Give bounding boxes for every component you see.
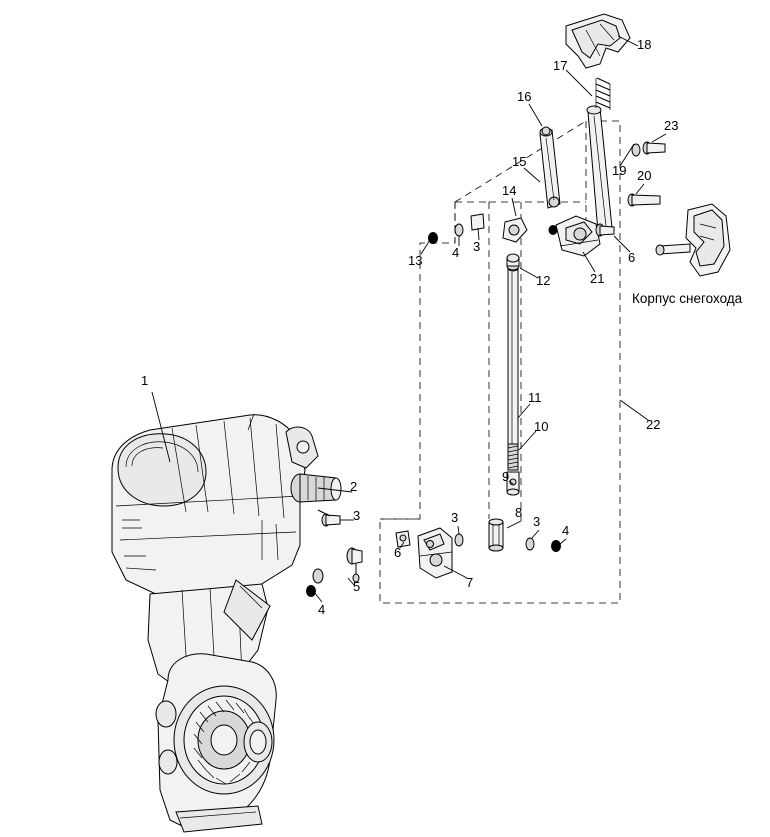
pin-5 bbox=[347, 548, 362, 582]
snowmobile-body-label: Корпус снегохода bbox=[632, 291, 743, 306]
snowmobile-body-bracket bbox=[656, 204, 730, 276]
callout-9: 9 bbox=[502, 469, 510, 484]
callout-4c: 4 bbox=[452, 245, 460, 260]
callout-11: 11 bbox=[528, 390, 542, 405]
callout-2: 2 bbox=[350, 479, 358, 494]
callout-12: 12 bbox=[536, 273, 551, 288]
callout-3d: 3 bbox=[473, 239, 481, 254]
callout-5: 5 bbox=[353, 579, 361, 594]
fasteners-lower-middle bbox=[455, 519, 561, 552]
shift-rod-assembly bbox=[507, 254, 519, 495]
t-handle-18 bbox=[566, 14, 630, 68]
fasteners-upper-left bbox=[428, 214, 558, 244]
callout-4a: 4 bbox=[318, 602, 326, 617]
callout-21: 21 bbox=[590, 271, 605, 286]
spring-17 bbox=[596, 78, 610, 110]
callout-1: 1 bbox=[141, 373, 149, 388]
callout-16: 16 bbox=[517, 89, 532, 104]
callout-8: 8 bbox=[515, 505, 523, 520]
callout-6b: 6 bbox=[628, 250, 636, 265]
plate-14 bbox=[503, 218, 527, 242]
callout-19: 19 bbox=[612, 163, 627, 178]
callout-18: 18 bbox=[637, 37, 652, 52]
callout-13: 13 bbox=[408, 253, 423, 268]
bellcrank-21 bbox=[556, 216, 600, 256]
callout-17: 17 bbox=[553, 58, 568, 73]
callout-4b: 4 bbox=[562, 523, 570, 538]
callout-3c: 3 bbox=[533, 514, 541, 529]
callout-3a: 3 bbox=[353, 508, 361, 523]
upper-lever-arms bbox=[540, 14, 630, 256]
callout-15: 15 bbox=[512, 154, 527, 169]
callout-6a: 6 bbox=[394, 545, 402, 560]
bolt-3-upper bbox=[322, 514, 340, 526]
callout-20: 20 bbox=[637, 168, 652, 183]
callout-14: 14 bbox=[502, 183, 517, 198]
bushing-8 bbox=[489, 519, 503, 551]
bushing-12 bbox=[507, 254, 519, 270]
bracket-7 bbox=[418, 528, 452, 578]
callout-10: 10 bbox=[534, 419, 549, 434]
callout-7: 7 bbox=[466, 575, 474, 590]
callout-22: 22 bbox=[646, 417, 661, 432]
callout-3b: 3 bbox=[451, 510, 459, 525]
gearbox-housing bbox=[112, 414, 341, 832]
callout-23: 23 bbox=[664, 118, 679, 133]
